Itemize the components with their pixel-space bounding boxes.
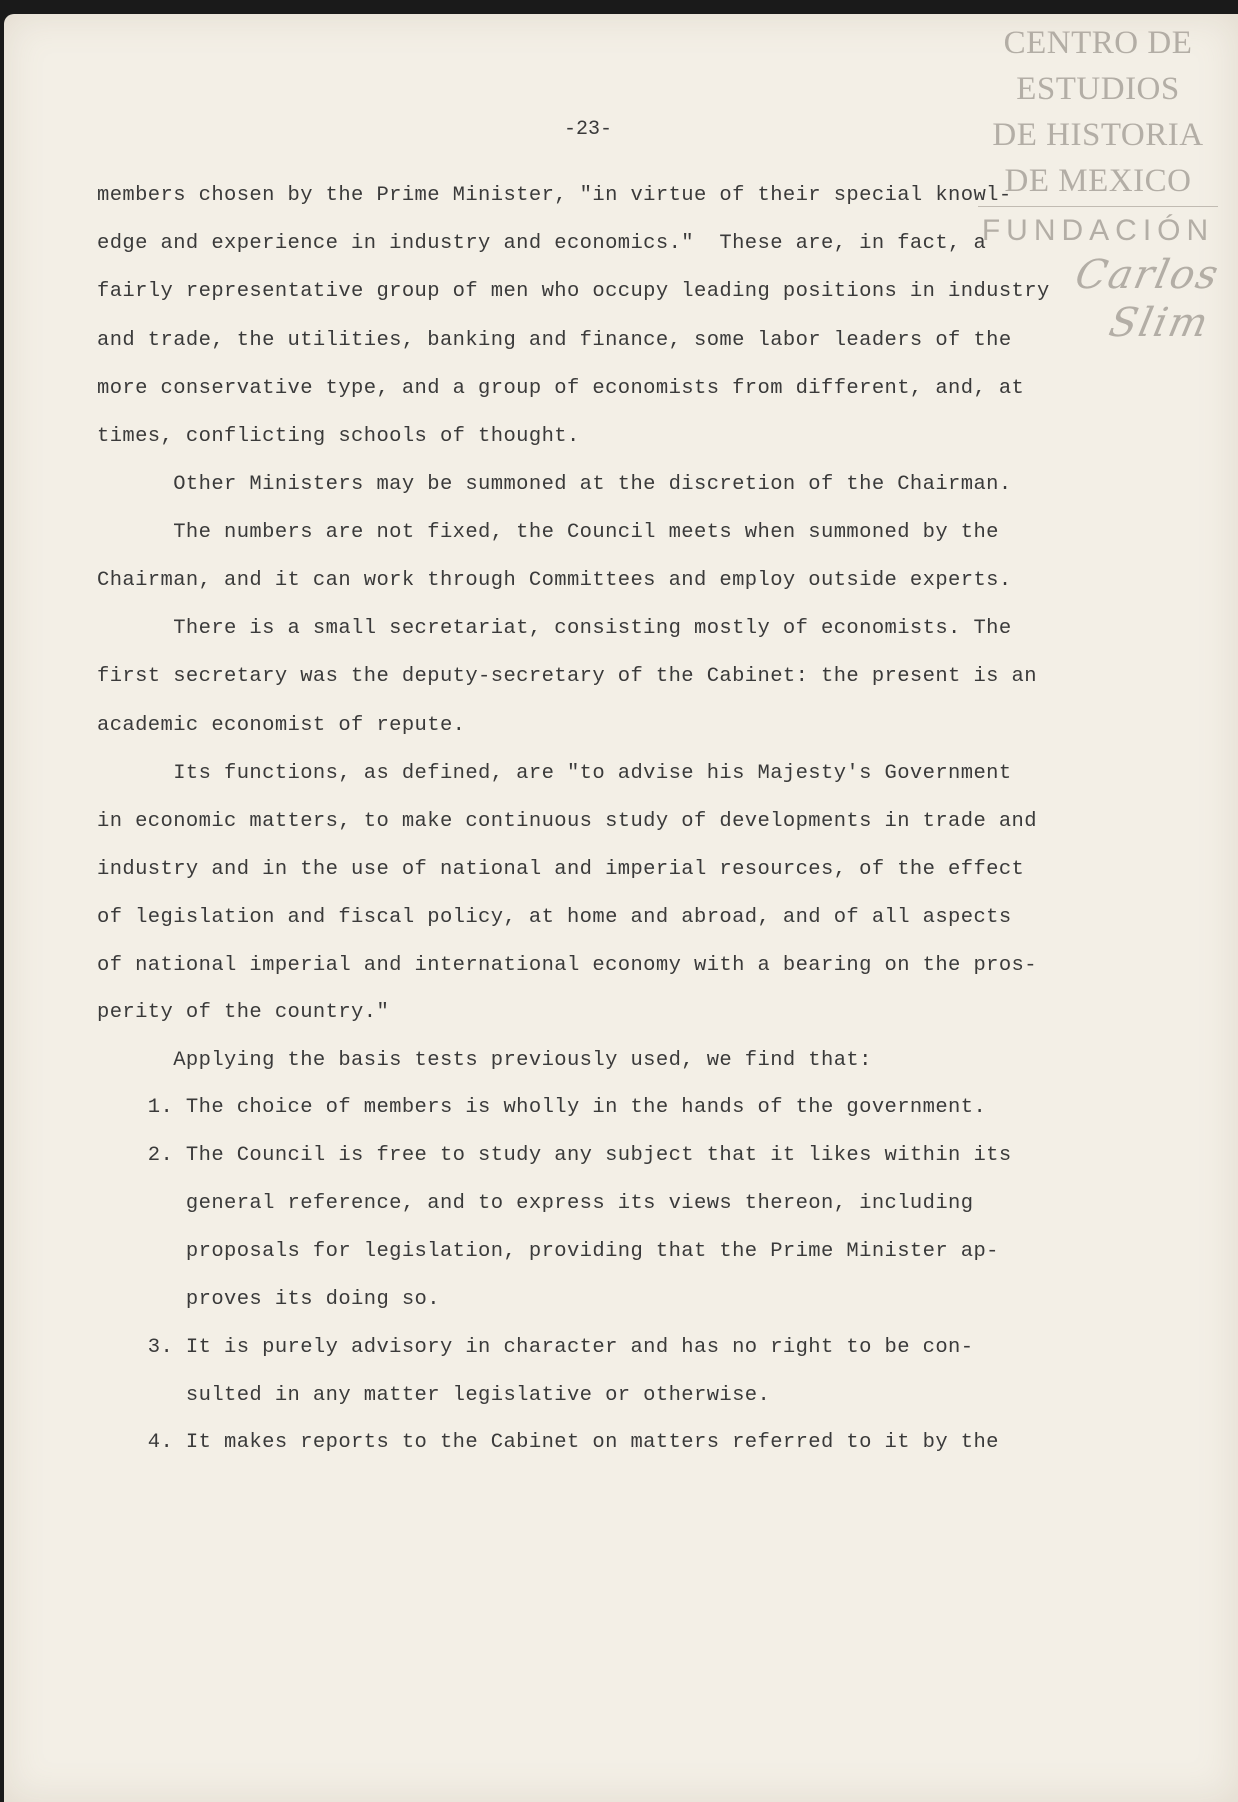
- watermark-org-line: DE HISTORIA: [992, 117, 1204, 153]
- text-line: industry and in the use of national and imperial resources, of the effect: [97, 858, 1025, 881]
- text-line: general reference, and to express its views thereon, including: [97, 1192, 974, 1215]
- watermark-org-line: DE MEXICO: [1004, 163, 1192, 199]
- text-line: of national imperial and international economy with a bearing on the pros-: [97, 954, 1037, 977]
- text-line: Other Ministers may be summoned at the discretion of the Chairman.: [97, 473, 1012, 496]
- watermark-signature: Carlos Slim: [1071, 252, 1224, 346]
- text-line: 2. The Council is free to study any subject that it likes within its: [97, 1144, 1012, 1167]
- text-line: 4. It makes reports to the Cabinet on matters referred to it by the: [97, 1431, 999, 1454]
- text-line: Its functions, as defined, are "to advise his Majesty's Government: [97, 762, 1012, 785]
- text-line: fairly representative group of men who occupy leading positions in industry: [97, 280, 1050, 303]
- text-line: Applying the basis tests previously used, we find that:: [97, 1049, 872, 1072]
- watermark-org-line: CENTRO DE: [1003, 25, 1193, 61]
- page-number: -23-: [564, 118, 613, 141]
- text-line: Chairman, and it can work through Committees and employ outside experts.: [97, 569, 1012, 592]
- text-line: perity of the country.": [97, 1001, 390, 1024]
- text-line: academic economist of repute.: [97, 714, 466, 737]
- document-page: [4, 14, 1238, 1802]
- text-line: sulted in any matter legislative or otherwise.: [97, 1384, 771, 1407]
- watermark-divider: [978, 206, 1218, 207]
- text-line: in economic matters, to make continuous study of developments in trade and: [97, 810, 1037, 833]
- text-line: members chosen by the Prime Minister, "in virtue of their special knowl-: [97, 184, 1012, 207]
- text-line: more conservative type, and a group of economists from different, and, at: [97, 377, 1025, 400]
- text-line: proves its doing so.: [97, 1288, 440, 1311]
- text-line: times, conflicting schools of thought.: [97, 425, 580, 448]
- text-line: The numbers are not fixed, the Council meets when summoned by the: [97, 521, 999, 544]
- watermark-foundation: FUNDACIÓN: [981, 214, 1215, 247]
- text-line: of legislation and fiscal policy, at home and abroad, and of all aspects: [97, 906, 1012, 929]
- text-line: first secretary was the deputy-secretary of the Cabinet: the present is an: [97, 665, 1037, 688]
- text-line: edge and experience in industry and economics." These are, in fact, a: [97, 232, 987, 255]
- text-line: 1. The choice of members is wholly in the hands of the government.: [97, 1096, 987, 1119]
- text-line: There is a small secretariat, consisting mostly of economists. The: [97, 617, 1012, 640]
- text-line: proposals for legislation, providing that the Prime Minister ap-: [97, 1240, 999, 1263]
- text-line: and trade, the utilities, banking and finance, some labor leaders of the: [97, 329, 1012, 352]
- text-line: 3. It is purely advisory in character and has no right to be con-: [97, 1336, 974, 1359]
- watermark-org-line: ESTUDIOS: [1016, 71, 1180, 107]
